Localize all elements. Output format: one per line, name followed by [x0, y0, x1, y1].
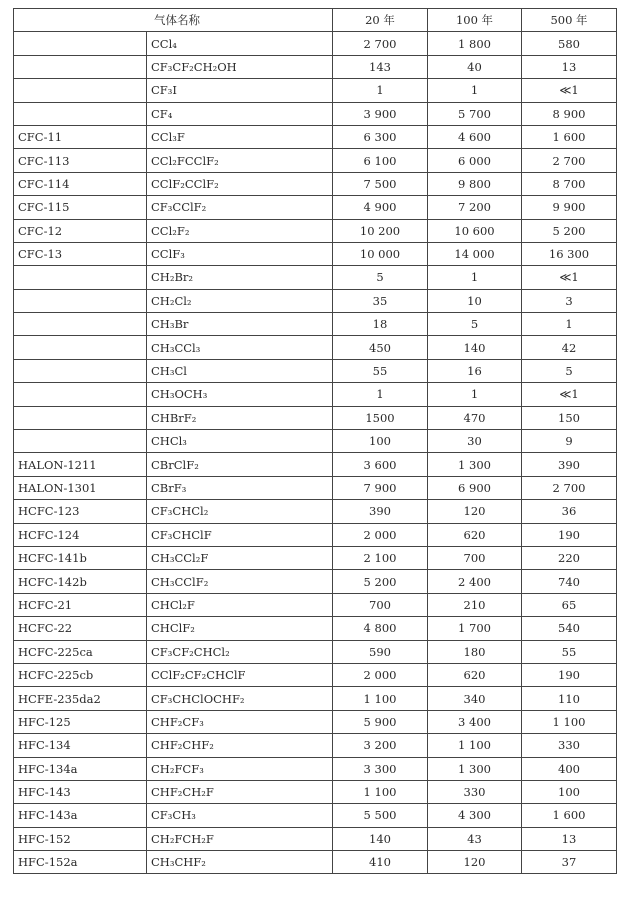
- gwp-20-year-cell: 1 100: [333, 780, 428, 803]
- formula-cell: CClF₃: [147, 242, 333, 265]
- table-row: [14, 149, 617, 172]
- gwp-500-year-cell: 65: [522, 593, 617, 616]
- gwp-500-year-cell: 3: [522, 289, 617, 312]
- formula-cell: CH₃CCl₃: [147, 336, 333, 359]
- formula-cell: CF₃CH₃: [147, 804, 333, 827]
- gwp-20-year-cell: 3 200: [333, 734, 428, 757]
- gwp-100-year-cell: 340: [428, 687, 522, 710]
- gas-code-cell: CFC-114: [14, 172, 147, 195]
- formula-cell: CCl₂F₂: [147, 219, 333, 242]
- gas-code-cell: [14, 406, 147, 429]
- gwp-100-year-cell: 4 600: [428, 125, 522, 148]
- table-row: [14, 710, 617, 733]
- gas-code-cell: CFC-12: [14, 219, 147, 242]
- gwp-500-year-cell: 42: [522, 336, 617, 359]
- gwp-20-year-cell: 1500: [333, 406, 428, 429]
- gas-code-cell: HFC-152: [14, 827, 147, 850]
- gwp-500-year-cell: 37: [522, 851, 617, 874]
- gwp-20-year-cell: 100: [333, 430, 428, 453]
- gwp-500-year-cell: 100: [522, 780, 617, 803]
- formula-cell: CF₃CHClF: [147, 523, 333, 546]
- gwp-100-year-cell: 40: [428, 55, 522, 78]
- gwp-500-year-cell: 740: [522, 570, 617, 593]
- gwp-100-year-cell: 1 800: [428, 32, 522, 55]
- gwp-100-year-cell: 5: [428, 313, 522, 336]
- gwp-20-year-cell: 143: [333, 55, 428, 78]
- gwp-100-year-cell: 120: [428, 500, 522, 523]
- table-row: [14, 804, 617, 827]
- gwp-100-year-cell: 620: [428, 663, 522, 686]
- formula-cell: CHF₂CH₂F: [147, 780, 333, 803]
- gwp-500-year-cell: 540: [522, 617, 617, 640]
- gas-code-cell: HCFC-22: [14, 617, 147, 640]
- gas-code-cell: HALON-1301: [14, 476, 147, 499]
- table-row: [14, 55, 617, 78]
- gwp-500-year-cell: 1 600: [522, 125, 617, 148]
- gwp-500-year-cell: 1: [522, 313, 617, 336]
- gwp-20-year-cell: 2 000: [333, 523, 428, 546]
- gas-code-cell: HCFC-123: [14, 500, 147, 523]
- formula-cell: CF₃CHClOCHF₂: [147, 687, 333, 710]
- formula-cell: CF₃CF₂CH₂OH: [147, 55, 333, 78]
- table-row: [14, 640, 617, 663]
- gas-code-cell: HCFC-225cb: [14, 663, 147, 686]
- gas-code-cell: [14, 359, 147, 382]
- gas-code-cell: HALON-1211: [14, 453, 147, 476]
- table-row: [14, 79, 617, 102]
- table-row: [14, 476, 617, 499]
- gwp-20-year-cell: 3 300: [333, 757, 428, 780]
- gwp-100-year-cell: 14 000: [428, 242, 522, 265]
- formula-cell: CHCl₂F: [147, 593, 333, 616]
- table-row: [14, 219, 617, 242]
- gwp-500-year-cell: 190: [522, 663, 617, 686]
- gwp-100-year-cell: 10 600: [428, 219, 522, 242]
- gas-code-cell: CFC-11: [14, 125, 147, 148]
- gas-code-cell: HFC-152a: [14, 851, 147, 874]
- gwp-20-year-cell: 7 900: [333, 476, 428, 499]
- table-body: [14, 32, 617, 874]
- gas-code-cell: HFC-143a: [14, 804, 147, 827]
- header-20-years: 20 年: [333, 9, 428, 32]
- gas-code-cell: HFC-143: [14, 780, 147, 803]
- header-100-years: 100 年: [428, 9, 522, 32]
- formula-cell: CHCl₃: [147, 430, 333, 453]
- gwp-20-year-cell: 590: [333, 640, 428, 663]
- gas-code-cell: HCFC-142b: [14, 570, 147, 593]
- gwp-20-year-cell: 5 500: [333, 804, 428, 827]
- gwp-20-year-cell: 18: [333, 313, 428, 336]
- gwp-20-year-cell: 4 900: [333, 196, 428, 219]
- gas-code-cell: [14, 289, 147, 312]
- gwp-100-year-cell: 1 300: [428, 453, 522, 476]
- gwp-100-year-cell: 3 400: [428, 710, 522, 733]
- gwp-20-year-cell: 6 300: [333, 125, 428, 148]
- table-row: [14, 359, 617, 382]
- gwp-500-year-cell: 110: [522, 687, 617, 710]
- gwp-20-year-cell: 390: [333, 500, 428, 523]
- formula-cell: CHClF₂: [147, 617, 333, 640]
- gwp-500-year-cell: 2 700: [522, 149, 617, 172]
- formula-cell: CH₃CCl₂F: [147, 546, 333, 569]
- gwp-20-year-cell: 450: [333, 336, 428, 359]
- table-row: [14, 313, 617, 336]
- gwp-500-year-cell: 13: [522, 55, 617, 78]
- formula-cell: CF₃CF₂CHCl₂: [147, 640, 333, 663]
- gwp-100-year-cell: 470: [428, 406, 522, 429]
- gwp-100-year-cell: 140: [428, 336, 522, 359]
- table-row: [14, 687, 617, 710]
- gwp-100-year-cell: 1: [428, 266, 522, 289]
- table-row: [14, 125, 617, 148]
- formula-cell: CHF₂CF₃: [147, 710, 333, 733]
- header-500-years: 500 年: [522, 9, 617, 32]
- table-row: [14, 406, 617, 429]
- gwp-20-year-cell: 1: [333, 383, 428, 406]
- gwp-500-year-cell: 8 900: [522, 102, 617, 125]
- table-row: [14, 663, 617, 686]
- table-row: [14, 430, 617, 453]
- gwp-20-year-cell: 1: [333, 79, 428, 102]
- formula-cell: CBrClF₂: [147, 453, 333, 476]
- gas-code-cell: [14, 266, 147, 289]
- gwp-100-year-cell: 120: [428, 851, 522, 874]
- table-row: [14, 827, 617, 850]
- formula-cell: CF₃CClF₂: [147, 196, 333, 219]
- table-row: [14, 734, 617, 757]
- table-header: [14, 9, 617, 32]
- gwp-20-year-cell: 5 200: [333, 570, 428, 593]
- formula-cell: CF₃I: [147, 79, 333, 102]
- gwp-100-year-cell: 6 900: [428, 476, 522, 499]
- gwp-100-year-cell: 210: [428, 593, 522, 616]
- table-row: [14, 102, 617, 125]
- gas-code-cell: CFC-113: [14, 149, 147, 172]
- gwp-20-year-cell: 35: [333, 289, 428, 312]
- gwp-100-year-cell: 30: [428, 430, 522, 453]
- gas-code-cell: [14, 79, 147, 102]
- gwp-100-year-cell: 1 300: [428, 757, 522, 780]
- gwp-500-year-cell: ≪1: [522, 79, 617, 102]
- gwp-500-year-cell: 150: [522, 406, 617, 429]
- gwp-100-year-cell: 1: [428, 383, 522, 406]
- gas-code-cell: HCFC-141b: [14, 546, 147, 569]
- gwp-500-year-cell: 1 100: [522, 710, 617, 733]
- gwp-20-year-cell: 5: [333, 266, 428, 289]
- gwp-500-year-cell: 5: [522, 359, 617, 382]
- gwp-500-year-cell: ≪1: [522, 383, 617, 406]
- gwp-100-year-cell: 1 700: [428, 617, 522, 640]
- gas-code-cell: CFC-13: [14, 242, 147, 265]
- formula-cell: CH₃CClF₂: [147, 570, 333, 593]
- gwp-20-year-cell: 5 900: [333, 710, 428, 733]
- gwp-500-year-cell: 2 700: [522, 476, 617, 499]
- gwp-100-year-cell: 1: [428, 79, 522, 102]
- formula-cell: CF₄: [147, 102, 333, 125]
- gas-code-cell: HCFC-124: [14, 523, 147, 546]
- gwp-100-year-cell: 4 300: [428, 804, 522, 827]
- table-row: [14, 546, 617, 569]
- gwp-20-year-cell: 7 500: [333, 172, 428, 195]
- gwp-100-year-cell: 620: [428, 523, 522, 546]
- table-row: [14, 617, 617, 640]
- gwp-20-year-cell: 10 000: [333, 242, 428, 265]
- gwp-20-year-cell: 55: [333, 359, 428, 382]
- gwp-500-year-cell: ≪1: [522, 266, 617, 289]
- table-row: [14, 851, 617, 874]
- table-row: [14, 383, 617, 406]
- gas-code-cell: HCFE-235da2: [14, 687, 147, 710]
- formula-cell: CHBrF₂: [147, 406, 333, 429]
- table-row: [14, 500, 617, 523]
- table-row: [14, 242, 617, 265]
- gas-code-cell: [14, 313, 147, 336]
- gas-code-cell: [14, 55, 147, 78]
- table-row: [14, 32, 617, 55]
- gwp-20-year-cell: 1 100: [333, 687, 428, 710]
- formula-cell: CCl₂FCClF₂: [147, 149, 333, 172]
- formula-cell: CCl₃F: [147, 125, 333, 148]
- formula-cell: CH₃CHF₂: [147, 851, 333, 874]
- gas-code-cell: HCFC-21: [14, 593, 147, 616]
- gas-code-cell: HFC-134: [14, 734, 147, 757]
- header-row: [14, 9, 617, 32]
- gwp-100-year-cell: 16: [428, 359, 522, 382]
- formula-cell: CHF₂CHF₂: [147, 734, 333, 757]
- gwp-100-year-cell: 43: [428, 827, 522, 850]
- gwp-500-year-cell: 36: [522, 500, 617, 523]
- gwp-500-year-cell: 400: [522, 757, 617, 780]
- gas-code-cell: HFC-134a: [14, 757, 147, 780]
- gwp-20-year-cell: 700: [333, 593, 428, 616]
- gwp-500-year-cell: 1 600: [522, 804, 617, 827]
- gwp-100-year-cell: 180: [428, 640, 522, 663]
- gas-code-cell: [14, 336, 147, 359]
- table-row: [14, 757, 617, 780]
- gwp-20-year-cell: 3 600: [333, 453, 428, 476]
- gas-code-cell: [14, 32, 147, 55]
- gwp-500-year-cell: 8 700: [522, 172, 617, 195]
- table-row: [14, 336, 617, 359]
- gwp-20-year-cell: 2 100: [333, 546, 428, 569]
- gwp-100-year-cell: 1 100: [428, 734, 522, 757]
- gwp-100-year-cell: 2 400: [428, 570, 522, 593]
- table-row: [14, 593, 617, 616]
- formula-cell: CH₃Cl: [147, 359, 333, 382]
- gwp-100-year-cell: 6 000: [428, 149, 522, 172]
- gwp-20-year-cell: 2 000: [333, 663, 428, 686]
- formula-cell: CH₂FCF₃: [147, 757, 333, 780]
- gwp-100-year-cell: 10: [428, 289, 522, 312]
- formula-cell: CClF₂CF₂CHClF: [147, 663, 333, 686]
- gwp-500-year-cell: 190: [522, 523, 617, 546]
- gwp-500-year-cell: 220: [522, 546, 617, 569]
- gwp-20-year-cell: 140: [333, 827, 428, 850]
- table-row: [14, 523, 617, 546]
- gwp-500-year-cell: 9: [522, 430, 617, 453]
- gwp-20-year-cell: 10 200: [333, 219, 428, 242]
- gwp-20-year-cell: 2 700: [333, 32, 428, 55]
- formula-cell: CH₂FCH₂F: [147, 827, 333, 850]
- gwp-100-year-cell: 5 700: [428, 102, 522, 125]
- gas-code-cell: HFC-125: [14, 710, 147, 733]
- gwp-500-year-cell: 5 200: [522, 219, 617, 242]
- gwp-500-year-cell: 16 300: [522, 242, 617, 265]
- formula-cell: CH₂Br₂: [147, 266, 333, 289]
- gwp-500-year-cell: 330: [522, 734, 617, 757]
- gwp-500-year-cell: 390: [522, 453, 617, 476]
- gwp-20-year-cell: 3 900: [333, 102, 428, 125]
- gwp-100-year-cell: 330: [428, 780, 522, 803]
- gas-code-cell: HCFC-225ca: [14, 640, 147, 663]
- table-row: [14, 570, 617, 593]
- gwp-20-year-cell: 410: [333, 851, 428, 874]
- gas-code-cell: [14, 102, 147, 125]
- gas-code-cell: [14, 383, 147, 406]
- formula-cell: CH₃OCH₃: [147, 383, 333, 406]
- gwp-100-year-cell: 9 800: [428, 172, 522, 195]
- gwp-100-year-cell: 7 200: [428, 196, 522, 219]
- gas-code-cell: [14, 430, 147, 453]
- gwp-table: [13, 8, 617, 874]
- formula-cell: CH₂Cl₂: [147, 289, 333, 312]
- gwp-500-year-cell: 55: [522, 640, 617, 663]
- gwp-20-year-cell: 6 100: [333, 149, 428, 172]
- table-row: [14, 266, 617, 289]
- formula-cell: CBrF₃: [147, 476, 333, 499]
- table-row: [14, 289, 617, 312]
- formula-cell: CCl₄: [147, 32, 333, 55]
- gwp-500-year-cell: 13: [522, 827, 617, 850]
- formula-cell: CClF₂CClF₂: [147, 172, 333, 195]
- gwp-500-year-cell: 9 900: [522, 196, 617, 219]
- header-gas-name: 气体名称: [14, 9, 333, 32]
- formula-cell: CF₃CHCl₂: [147, 500, 333, 523]
- formula-cell: CH₃Br: [147, 313, 333, 336]
- gwp-500-year-cell: 580: [522, 32, 617, 55]
- gwp-20-year-cell: 4 800: [333, 617, 428, 640]
- table-row: [14, 172, 617, 195]
- gas-code-cell: CFC-115: [14, 196, 147, 219]
- table-row: [14, 196, 617, 219]
- table-row: [14, 453, 617, 476]
- gwp-100-year-cell: 700: [428, 546, 522, 569]
- table-row: [14, 780, 617, 803]
